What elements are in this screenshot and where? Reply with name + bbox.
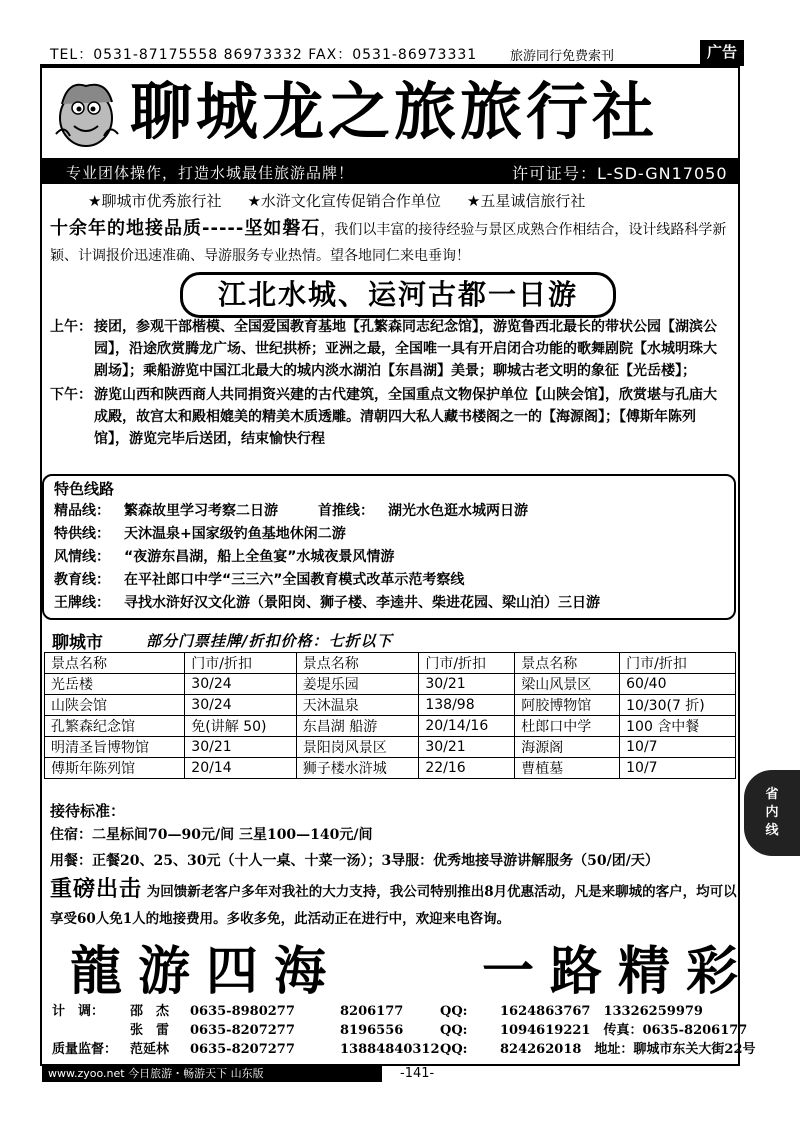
table-cell: 30/24 [185,695,296,716]
promo [50,876,740,933]
table-cell: 22/16 [419,758,515,779]
contact-qq: 1094619221 传真：0635-8206177 [500,1023,748,1038]
table-row [45,716,736,737]
route-text: 繁森故里学习考察二日游 [124,503,278,519]
contact-role: 质量监督： [52,1042,118,1057]
contact-row [52,1002,756,1021]
column-header: 景点名称 [515,653,620,674]
table-cell: 梁山风景区 [515,674,620,695]
intro [50,216,730,269]
contact-name: 张 雷 [130,1023,170,1038]
calligraphy-left: 龍游四海 [70,941,343,1002]
contact-line: TEL：0531-87175558 86973332 FAX：0531-86973331 [50,47,478,63]
table-cell: 景阳岗风景区 [296,737,419,758]
route-text: 在平社郎口中学“三三六”全国教育模式改革示范考察线 [124,572,465,588]
tour-headline: 江北水城、运河古都一日游 [180,272,616,318]
table-cell: 东昌湖 船游 [296,716,419,737]
table-cell: 山陕会馆 [45,695,185,716]
column-header: 门市/折扣 [185,653,296,674]
route-label: 教育线： [54,572,110,588]
promo-lead: 重磅出击 [50,876,143,902]
itinerary-text: 接团，参观干部楷模、全国爱国教育基地【孔繁森同志纪念馆】，游览鲁西北最长的带状公园【湖滨公园】，沿途欣赏腾龙广场、世纪拱桥；亚洲之最，全国唯一具有开启闭合功能的歌舞剧院【水城明珠大剧场】；乘船游览中国江北最大的城内淡水湖泊【东昌湖】美景；聊城古老文明的象征【光岳楼】； [94,319,717,379]
contact-qq-label: QQ: [440,1042,468,1057]
itinerary [50,316,740,450]
contact-phone2: 13884840312 [340,1042,440,1057]
column-header: 门市/折扣 [419,653,515,674]
table-header-row [45,653,736,674]
dragon-logo-icon [48,74,126,152]
side-tab [744,770,800,856]
table-cell: 傅斯年陈列馆 [45,758,185,779]
city-name: 聊城市 [52,633,103,653]
table-cell: 阿胶博物馆 [515,695,620,716]
table-cell: 20/14/16 [419,716,515,737]
contact-phone2: 8196556 [340,1023,404,1038]
contact-phone: 0635-8207277 [190,1023,295,1038]
intro-text: ，我们以丰富的接待经验与景区成熟合作相结合，设计线路科学新颖、计调报价迅速准确、导游服务专业热情。望各地同仁来电垂询！ [50,222,727,264]
table-row [45,758,736,779]
route-text: 寻找水浒好汉文化游（景阳岗、狮子楼、李逵井、柴进花园、梁山泊）三日游 [124,595,600,611]
itinerary-label: 下午： [50,387,92,403]
contact-phone: 0635-8980277 [190,1004,295,1019]
honor-item: ★五星诚信旅行社 [466,192,586,210]
honor-item: ★水浒文化宣传促销合作单位 [247,192,441,210]
table-cell: 狮子楼水浒城 [296,758,419,779]
table-row [45,674,736,695]
price-table [44,652,736,779]
reception-title: 接待标准： [50,802,126,820]
column-header: 景点名称 [45,653,185,674]
reception-lodging: 住宿：二星标间70—90元/间 三星100—140元/间 [50,827,373,843]
table-cell: 天沐温泉 [296,695,419,716]
side-tab-char: 线 [765,823,779,838]
itinerary-label: 上午： [50,319,92,335]
table-cell: 30/21 [419,737,515,758]
intro-lead: 十余年的地接品质-----坚如磐石 [50,218,321,239]
contact-qq: 1624863767 13326259979 [500,1004,703,1019]
table-cell: 20/14 [185,758,296,779]
route-text: “夜游东昌湖，船上全鱼宴”水城夜景风情游 [124,549,395,565]
magazine-slogan: 旅游同行免费索刊 [510,49,615,64]
column-header: 景点名称 [296,653,419,674]
ad-tag: 广告 [700,40,744,64]
table-cell: 姜堤乐园 [296,674,419,695]
table-cell: 10/30(7 折) [620,695,736,716]
honors [88,190,585,211]
contact-phone: 0635-8207277 [190,1042,295,1057]
table-cell: 60/40 [620,674,736,695]
calligraphy-right: 一路精彩 [482,941,755,1002]
route-item [54,569,600,592]
itinerary-morning [50,316,740,382]
table-row [45,737,736,758]
route-label: 风情线： [54,549,110,565]
table-cell: 光岳楼 [45,674,185,695]
table-cell: 孔繁森纪念馆 [45,716,185,737]
price-note: 部分门票挂牌/折扣价格：七折以下 [146,632,393,650]
table-cell: 30/24 [185,674,296,695]
contacts [52,1002,756,1059]
table-cell: 100 含中餐 [620,716,736,737]
side-tab-char: 省 [765,787,779,802]
table-cell: 30/21 [185,737,296,758]
route-item [54,500,600,523]
table-cell: 10/7 [620,737,736,758]
top-bar [40,42,744,66]
contact-name: 范延林 [130,1042,170,1057]
footer-site: www.zyoo.net 今日旅游・畅游天下 山东版 [42,1066,382,1082]
routes-title: 特色线路 [54,480,115,498]
itinerary-text: 游览山西和陕西商人共同捐资兴建的古代建筑，全国重点文物保护单位【山陕会馆】，欣赏堪与孔庙大成殿，故宫太和殿相媲美的精美木质透雕。清朝四大私人藏书楼阁之一的【海源阁】；【傅斯年陈列馆】，游览完毕后送团，结束愉快行程 [94,387,717,447]
route-label: 精品线： [54,503,110,519]
table-cell: 免(讲解 50) [185,716,296,737]
honor-item: ★聊城市优秀旅行社 [88,192,222,210]
contact-name: 邵 杰 [130,1004,170,1019]
contact-qq-label: QQ: [440,1004,468,1019]
reception-meals: 用餐：正餐20、25、30元（十人一桌、十菜一汤）；3导服：优秀地接导游讲解服务（50/团/天） [50,853,659,869]
brand-slogan: 专业团体操作，打造水城最佳旅游品牌！ [66,164,355,182]
side-tab-char: 内 [765,805,779,820]
route-sub-label: 首推线： [318,503,374,519]
contact-role [52,1021,130,1040]
table-cell: 曹植墓 [515,758,620,779]
route-label: 王牌线： [54,595,110,611]
route-label: 特供线： [54,526,110,542]
contact-qq-label: QQ: [440,1023,468,1038]
itinerary-afternoon [50,384,740,450]
table-cell: 明清圣旨博物馆 [45,737,185,758]
routes-list [54,500,600,615]
contact-row [52,1021,756,1040]
promo-text: 为回馈新老客户多年对我社的大力支持，我公司特别推出8月优惠活动，凡是来聊城的客户，均可以享受60人免1人的地接费用。多收多免，此活动正在进行中，欢迎来电咨询。 [50,884,737,927]
table-row [45,695,736,716]
table-cell: 30/21 [419,674,515,695]
route-item [54,546,600,569]
route-item [54,523,600,546]
table-cell: 海源阁 [515,737,620,758]
reception-standards [50,822,659,874]
column-header: 门市/折扣 [620,653,736,674]
route-text: 天沐温泉+国家级钓鱼基地休闲二游 [124,526,346,542]
license-number: 许可证号：L-SD-GN17050 [512,164,728,183]
calligraphy [70,940,754,1004]
license-bar [42,158,738,184]
route-item [54,592,600,615]
route-sub-text: 湖光水色逛水城两日游 [388,503,528,519]
page-number: -141- [400,1066,435,1081]
table-cell: 138/98 [419,695,515,716]
table-cell: 杜郎口中学 [515,716,620,737]
contact-role: 计 调： [52,1004,105,1019]
contact-qq: 824262018 地址：聊城市东关大街22号 [500,1042,756,1057]
agency-name: 聊城龙之旅旅行社 [130,75,659,148]
contact-row [52,1040,756,1059]
contact-phone2: 8206177 [340,1004,404,1019]
table-cell: 10/7 [620,758,736,779]
